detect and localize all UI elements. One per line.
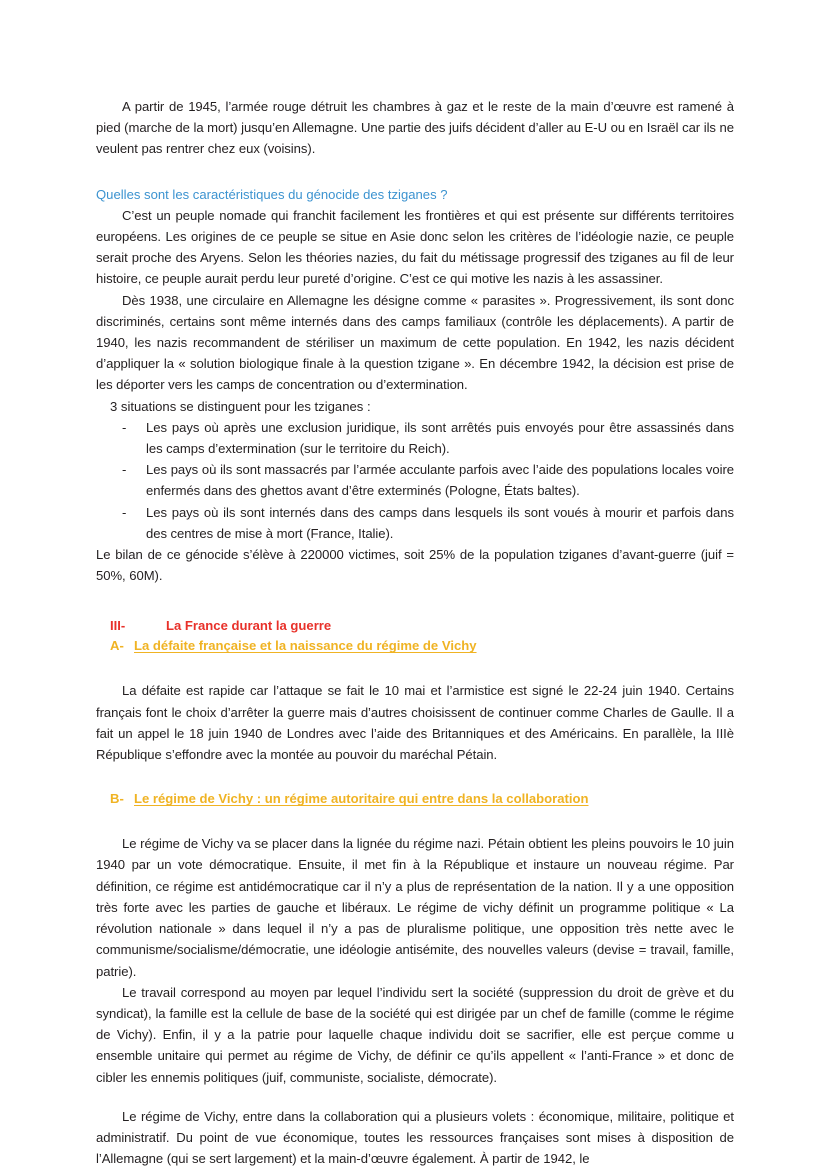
spacer — [96, 765, 734, 789]
list-intro: 3 situations se distinguent pour les tziganes : — [110, 398, 371, 414]
heading-b-number: B- — [110, 791, 124, 807]
dash-bullet-icon: - — [122, 462, 127, 478]
list-item — [96, 502, 734, 544]
heading-iii-text: La France durant la guerre — [166, 618, 332, 634]
spacer — [96, 586, 734, 616]
list-item-text: Les pays où ils sont internés dans des camps dans lesquels ils sont voués à mourir et parfois dans des centres de mise à mort (France, Italie). — [146, 504, 734, 541]
dash-bullet-icon: - — [122, 419, 127, 435]
spacer — [96, 656, 734, 680]
paragraph-collaboration: Le régime de Vichy, entre dans la collaboration qui a plusieurs volets : économique, militaire, politique et administratif. Du point de vue économique, toutes les ressources françaises sont mises à disposition de l’Allemagne (qui se sert largement) et la main-d’œuvre également. À partir de 1942, le — [96, 1108, 734, 1167]
spacer — [96, 809, 734, 833]
situations-list — [96, 417, 734, 544]
list-item-text: Les pays où ils sont massacrés par l’armée acculante parfois avec l’aide des populations locales voire enfermés dans des ghettos avant d’être exterminés (Pologne, États baltes). — [146, 462, 734, 499]
heading-a-number: A- — [110, 638, 124, 654]
list-item-text: Les pays où après une exclusion juridique, ils sont arrêtés puis envoyés pour être assassinés dans les camps d’extermination (sur le territoire du Reich). — [146, 419, 734, 457]
dash-bullet-icon: - — [122, 504, 127, 520]
heading-iii — [96, 616, 734, 636]
paragraph-travail: Le travail correspond au moyen par lequel l’individu sert la société (suppression du droit de grève et du syndicat), la famille est la cellule de base de la société qui est dirigée par un chef de famille (comme le régime de Vichy). Enfin, il y a la patrie pour laquelle chaque individu doit se sacrifier, elle est perçue comme u ensemble unitaire qui permet au régime de Vichy, de définir ce qu’ils appellent « l’anti-France » et donc de cibler les ennemis politiques (juif, communiste, socialiste, démocrate). — [96, 984, 734, 1085]
heading-iii-number: III- — [110, 618, 126, 634]
list-item — [96, 459, 734, 501]
heading-a-text: La défaite française et la naissance du régime de Vichy — [134, 638, 477, 654]
heading-b-text: Le régime de Vichy : un régime autoritaire qui entre dans la collaboration — [134, 791, 589, 807]
question-heading-tziganes: Quelles sont les caractéristiques du génocide des tziganes ? — [96, 186, 448, 202]
heading-b — [96, 789, 734, 809]
paragraph-1945: A partir de 1945, l’armée rouge détruit les chambres à gaz et le reste de la main d’œuvre est ramené à pied (marche de la mort) jusqu’en Allemagne. Une partie des juifs décident d’aller au E-U ou en Israël car ils ne veulent pas rentrer chez eux (voisins). — [96, 99, 734, 157]
paragraph-vichy-lignee: Le régime de Vichy va se placer dans la lignée du régime nazi. Pétain obtient les pleins pouvoirs le 10 juin 1940 par un vote démocratique. Ensuite, il met fin à la République et instaure un nouveau régime. Par définition, ce régime est antidémocratique car il n’y a plus de représentation de la nation. Il y a une opposition très forte avec les parties de gauche et libéraux. Le régime de vichy définit un programme politique « La révolution nationale » dans lequel il n’y a pas de pluralisme politique, une opposition très nette avec le communisme/socialisme/démocratie, une idéologie antisémite, des nouvelles valeurs (devise = travail, famille, patrie). — [96, 836, 734, 979]
paragraph-peuple-nomade: C’est un peuple nomade qui franchit facilement les frontières et qui est présente sur différents territoires européens. Les origines de ce peuple se situe en Asie donc selon les critères de l’idéologie nazie, ce peuple serait proche des Aryens. Selon les théories nazies, du fait du métissage progressif des tziganes au fil de leur histoire, ce peuple aurait perdu leur pureté d’origine. C’est ce qui motive les nazis à les assassiner. — [96, 207, 734, 287]
paragraph-1938: Dès 1938, une circulaire en Allemagne les désigne comme « parasites ». Progressivement, ils sont donc discriminés, certains sont même internés dans des camps familiaux (contrôle les déplacements). A partir de 1940, les nazis recommandent de stériliser un maximum de cette population. En 1942, les nazis décident d’appliquer la « solution biologique finale à la question tzigane ». En décembre 1942, la décision est prise de les déporter vers les camps de concentration ou d’extermination. — [96, 292, 734, 393]
list-item — [96, 417, 734, 459]
paragraph-bilan: Le bilan de ce génocide s’élève à 220000 victimes, soit 25% de la population tziganes d’avant-guerre (juif = 50%, 60M). — [96, 547, 734, 584]
heading-a — [96, 636, 734, 656]
paragraph-defaite: La défaite est rapide car l’attaque se fait le 10 mai et l’armistice est signé le 22-24 juin 1940. Certains français font le choix d’arrêter la guerre mais d’autres choisissent de continuer comme Charles de Gaulle. Il a fait un appel le 18 juin 1940 de Londres avec l’aide des Britanniques et des Américains. En parallèle, la IIIè République s’effondre avec la montée au pouvoir du maréchal Pétain. — [96, 683, 734, 763]
spacer — [96, 160, 734, 184]
spacer — [96, 1088, 734, 1106]
page-content — [96, 96, 734, 1169]
